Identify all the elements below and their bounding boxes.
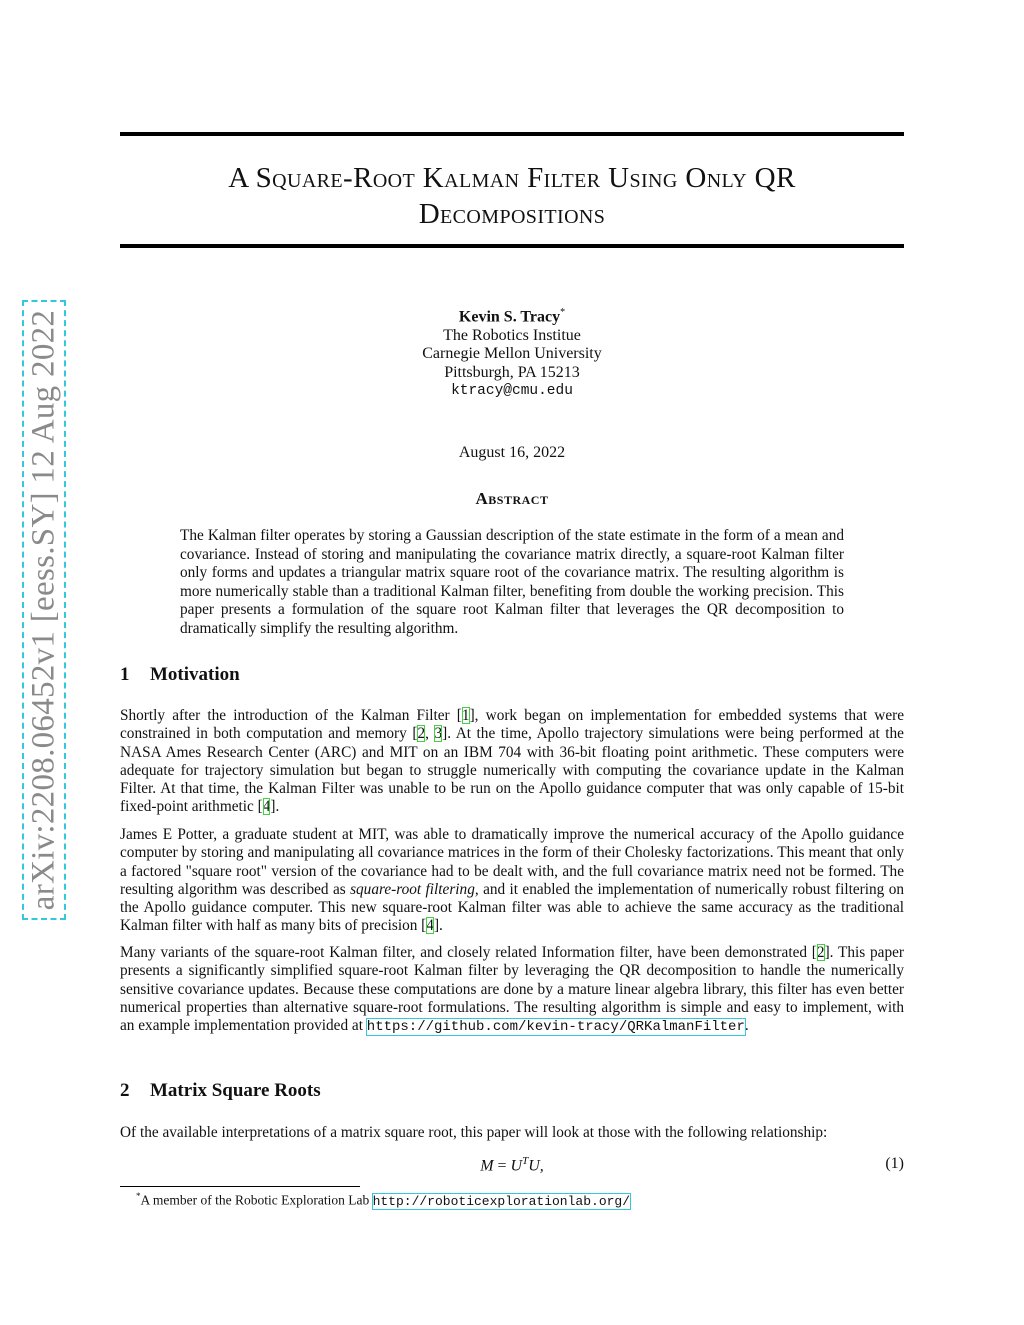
section-2-heading <box>120 1080 321 1102</box>
citation-link[interactable]: 2 <box>816 944 825 961</box>
motivation-paragraph-2 <box>120 826 904 936</box>
section-2-number: 2 <box>120 1080 130 1101</box>
citation-link[interactable]: 2 <box>417 725 426 743</box>
footnote <box>136 1191 630 1209</box>
author-university: Carnegie Mellon University <box>422 345 602 363</box>
equation-superscript: T <box>522 1155 529 1167</box>
paper-title-line-2: Decompositions <box>418 198 606 230</box>
citation-link[interactable]: 1 <box>461 707 470 724</box>
equation-equals: = <box>493 1157 511 1175</box>
text-run: , and it enabled the implementation of numerically robust filtering on the Apollo guidance computer. This new square-root Kalman filter was able to achieve the same accuracy as the traditional Kalman filter with half as many bits of precision [ <box>120 880 904 935</box>
paper-date: August 16, 2022 <box>458 444 566 461</box>
text-run: James E Potter, a graduate student at MIT, was able to dramatically improve the numerical accuracy of the Apollo guidance computer by storing and manipulating all covariance matrices in the form of their Cholesky factorizations. This meant that only a factored "square root" version of the covariance had to be dealt with, and the full covariance matrix need not be formed. The resulting algorithm was described as <box>120 826 904 898</box>
arxiv-identifier-stamp[interactable] <box>22 300 66 920</box>
author-name-text: Kevin S. Tracy <box>458 308 561 326</box>
github-repo-link[interactable]: https://github.com/kevin-tracy/QRKalmanFilter <box>366 1019 745 1036</box>
matrix-roots-paragraph: Of the available interpretations of a matrix square root, this paper will look at those with the following relationship: <box>120 1124 828 1141</box>
text-run: ], work began on implementation for embedded systems that were constrained in both computation and memory [ <box>120 707 904 743</box>
footnote-mark: * <box>136 1191 141 1201</box>
abstract-text: The Kalman filter operates by storing a Gaussian description of the state estimate in the form of a mean and covariance. Instead of storing and manipulating the covariance matrix directly, a square-root Kalman filter only forms and updates a triangular matrix square root of the covariance matrix. The resulting algorithm is more numerically stable than a traditional Kalman filter, benefiting from double the working precision. This paper presents a formulation of the square root Kalman filter that leverages the QR decomposition to dramatically simplify the resulting algorithm. <box>180 527 844 637</box>
footnote-text: A member of the Robotic Exploration Lab <box>140 1192 373 1208</box>
text-run: ]. This paper presents a significantly simplified square-root Kalman filter by leveraging the QR decomposition to handle the numerically sensitive covariance updates. Because these computations are done by a mature linear algebra library, this filter has even better numerical properties than alternative square-root formulations. The resulting algorithm is simple and easy to implement, with an example implementation provided at <box>120 944 904 1035</box>
author-block <box>312 304 712 401</box>
text-run: ]. <box>270 798 280 816</box>
motivation-paragraph-3 <box>120 944 904 1036</box>
section-1-title: Motivation <box>150 664 240 685</box>
author-affiliation: The Robotics Institue <box>443 326 581 344</box>
title-top-rule <box>120 132 904 136</box>
abstract-heading: Abstract <box>475 489 549 508</box>
author-footnote-mark[interactable]: * <box>560 307 566 318</box>
text-run: Many variants of the square-root Kalman filter, and closely related Information filter, have been demonstrated [ <box>120 944 817 961</box>
citation-link[interactable]: 3 <box>434 725 443 743</box>
footnote-rule <box>120 1186 360 1187</box>
text-run: Shortly after the introduction of the Kalman Filter [ <box>120 707 462 724</box>
section-2-title: Matrix Square Roots <box>150 1080 321 1101</box>
equation-number: (1) <box>885 1155 904 1172</box>
emphasized-term: square-root filtering <box>350 880 475 898</box>
citation-link[interactable]: 4 <box>426 917 434 935</box>
equation-rhs: U <box>510 1157 523 1175</box>
equation-1 <box>120 1155 904 1177</box>
motivation-paragraph-1 <box>120 707 904 817</box>
equation-expression <box>120 1155 904 1175</box>
paper-title <box>120 160 904 232</box>
text-run: ]. At the time, Apollo trajectory simulations were being performed at the NASA Ames Research Center (ARC) and MIT on an IBM 704 with 36-bit floating point arithmetic. These computers were adequate for trajectory simulation but began to struggle numerically with computing the covariance update in the Kalman Filter. At that time, the Kalman Filter was unable to be run on the Apollo guidance computer that was only capable of 15-bit fixed-point arithmetic [ <box>120 725 904 816</box>
section-1-number: 1 <box>120 664 130 685</box>
paper-title-line-1: A Square-Root Kalman Filter Using Only QR <box>228 162 796 194</box>
text-run: . <box>744 1017 749 1035</box>
author-email: ktracy@cmu.edu <box>451 383 573 400</box>
citation-link[interactable]: 4 <box>262 798 271 816</box>
lab-website-link[interactable]: http://roboticexplorationlab.org/ <box>372 1193 631 1209</box>
author-location: Pittsburgh, PA 15213 <box>444 363 580 381</box>
title-bottom-rule <box>120 244 904 248</box>
text-run: , <box>425 725 435 743</box>
text-run: ]. <box>433 917 443 935</box>
equation-tail: U, <box>528 1157 544 1175</box>
author-name <box>312 304 712 327</box>
equation-lhs: M <box>480 1157 494 1175</box>
section-1-heading <box>120 664 240 686</box>
arxiv-identifier-text: arXiv:2208.06452v1 [eess.SY] 12 Aug 2022 <box>25 309 62 911</box>
